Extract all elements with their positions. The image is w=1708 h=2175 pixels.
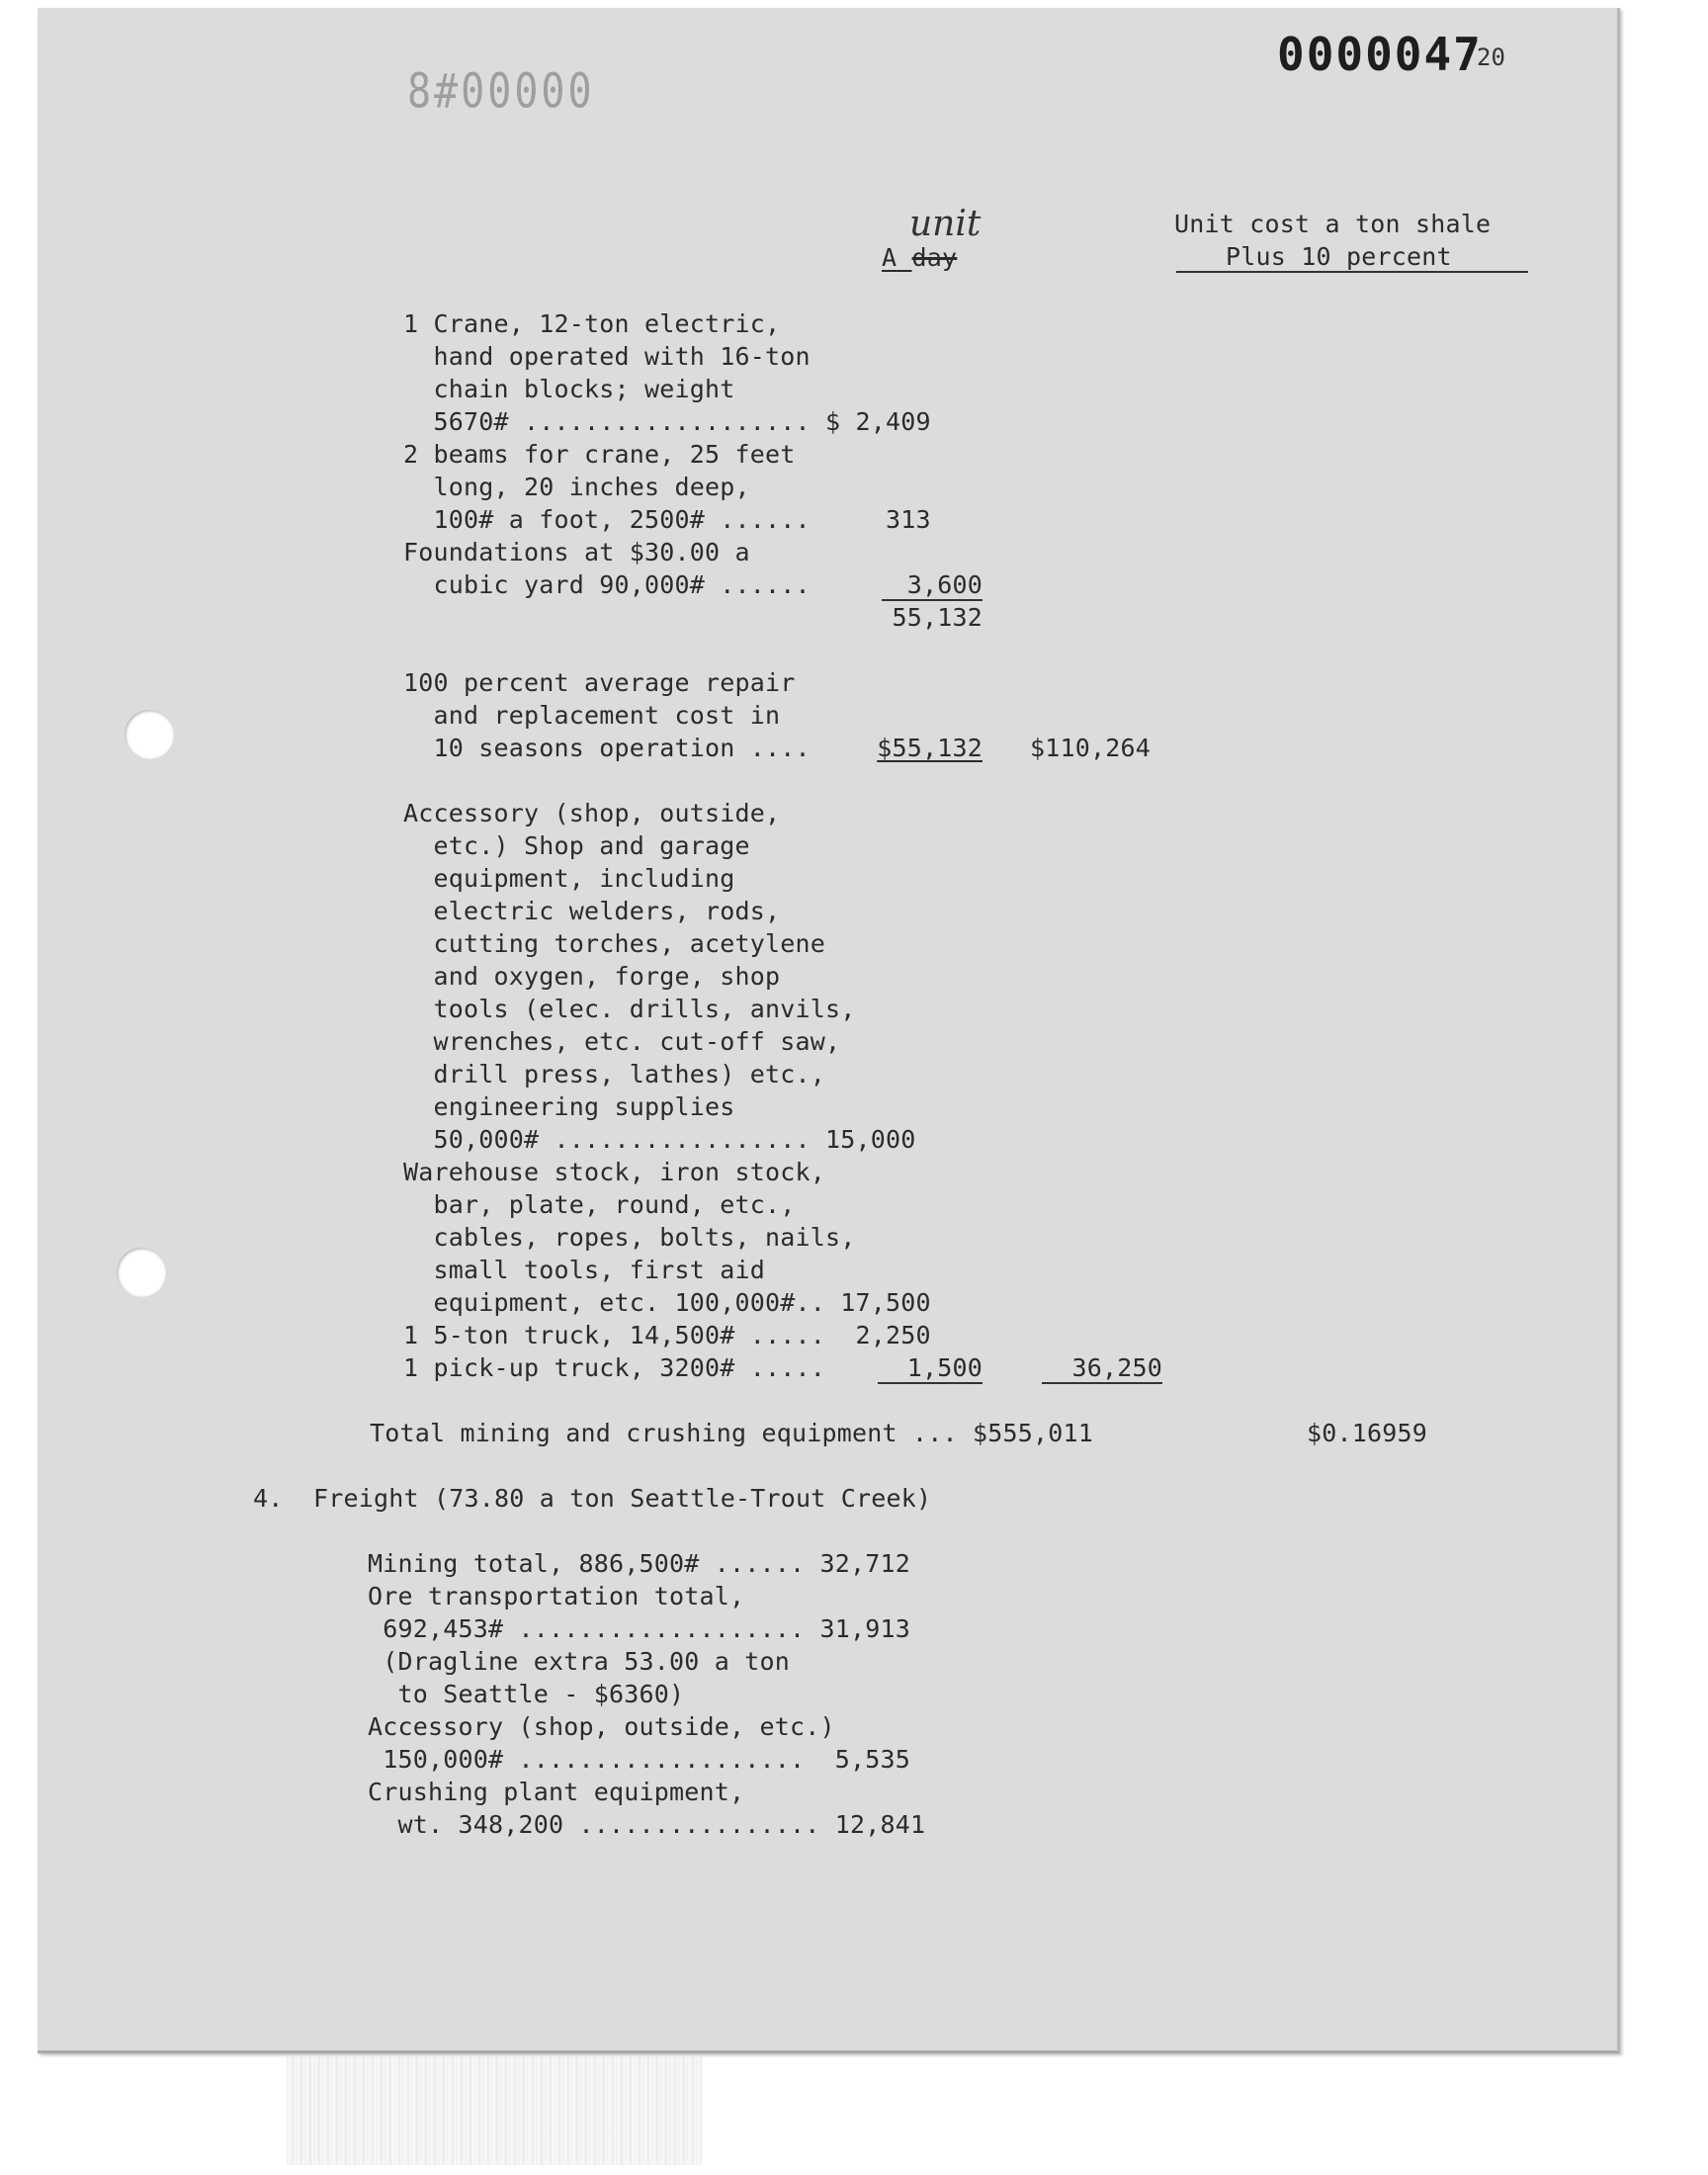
accessory-line: Accessory (shop, outside, bbox=[403, 799, 781, 827]
freight-line: Accessory (shop, outside, etc.) bbox=[368, 1712, 835, 1741]
repair-line: and replacement cost in bbox=[403, 701, 781, 730]
accessory-line: tools (elec. drills, anvils, bbox=[403, 995, 856, 1023]
freight-line: Crushing plant equipment, bbox=[368, 1778, 745, 1806]
item-line: long, 20 inches deep, bbox=[403, 473, 750, 501]
freight-line: Mining total, 886,500# ...... 32,712 bbox=[368, 1549, 911, 1578]
freight-line: wt. 348,200 ................ 12,841 bbox=[368, 1810, 926, 1839]
foundation-amount: 3,600 bbox=[906, 570, 982, 599]
freight-line: Ore transportation total, bbox=[368, 1582, 745, 1610]
column-header-unit bbox=[882, 241, 957, 274]
freight-heading: 4. Freight (73.80 a ton Seattle-Trout Creek) bbox=[253, 1484, 932, 1513]
accessory-line: cutting torches, acetylene bbox=[403, 929, 826, 958]
column-header-unit-cost-line2: Plus 10 percent bbox=[1226, 242, 1452, 271]
freight-line: 150,000# ................... 5,535 bbox=[368, 1745, 911, 1774]
repair-line: 10 seasons operation .... bbox=[403, 734, 811, 762]
grand-total-line: Total mining and crushing equipment ... $555,011 bbox=[370, 1419, 1094, 1447]
subtotal-amount: 55,132 bbox=[892, 603, 982, 632]
accessory-line: bar, plate, round, etc., bbox=[403, 1190, 796, 1219]
handwritten-correction: unit bbox=[909, 204, 982, 244]
item-line: 2 beams for crane, 25 feet bbox=[403, 440, 796, 469]
accessory-line: cables, ropes, bolts, nails, bbox=[403, 1223, 856, 1252]
page-suffix: 20 bbox=[1477, 44, 1505, 71]
accessory-line: 1 5-ton truck, 14,500# ..... 2,250 bbox=[403, 1321, 931, 1349]
accessory-line: engineering supplies bbox=[403, 1092, 735, 1121]
faint-number-stamp: 8#00000 bbox=[407, 64, 595, 120]
accessory-line: drill press, lathes) etc., bbox=[403, 1060, 826, 1088]
item-line: 100# a foot, 2500# ...... 313 bbox=[403, 505, 931, 534]
repair-line: 100 percent average repair bbox=[403, 668, 796, 697]
repair-amount-value: $55,132 bbox=[877, 734, 982, 762]
repair-amount bbox=[850, 732, 982, 764]
column-header-unit-cost-line1: Unit cost a ton shale bbox=[1174, 210, 1492, 238]
freight-line: 692,453# ................... 31,913 bbox=[368, 1614, 911, 1643]
header-underline bbox=[1176, 271, 1528, 273]
page-number-stamp: 0000047 bbox=[1277, 28, 1483, 81]
accessory-line: wrenches, etc. cut-off saw, bbox=[403, 1027, 841, 1056]
amount-rule bbox=[878, 1382, 982, 1384]
pickup-amount: 1,500 bbox=[906, 1353, 982, 1382]
total-rule bbox=[1042, 1382, 1162, 1384]
accessory-line: 50,000# ................. 15,000 bbox=[403, 1125, 916, 1154]
freight-line: to Seattle - $6360) bbox=[368, 1680, 685, 1708]
freight-line: (Dragline extra 53.00 a ton bbox=[368, 1647, 791, 1676]
accessory-line: and oxygen, forge, shop bbox=[403, 962, 781, 991]
item-line: 5670# ................... $ 2,409 bbox=[403, 407, 931, 436]
accessory-line: etc.) Shop and garage bbox=[403, 831, 750, 860]
accessory-total: 36,250 bbox=[1071, 1353, 1162, 1382]
punch-hole bbox=[125, 710, 174, 759]
scan-artifact-strip bbox=[287, 2056, 702, 2165]
item-line: 1 Crane, 12-ton electric, bbox=[403, 309, 781, 338]
grand-total-unit-cost: $0.16959 bbox=[1307, 1419, 1428, 1447]
accessory-line: Warehouse stock, iron stock, bbox=[403, 1158, 826, 1186]
accessory-line: equipment, including bbox=[403, 864, 735, 893]
accessory-line: small tools, first aid bbox=[403, 1256, 766, 1284]
item-line: chain blocks; weight bbox=[403, 375, 735, 403]
column-header-prefix: A bbox=[882, 243, 897, 272]
punch-hole bbox=[117, 1248, 166, 1297]
accessory-line: 1 pick-up truck, 3200# ..... bbox=[403, 1353, 826, 1382]
item-line: hand operated with 16-ton bbox=[403, 342, 811, 371]
repair-total: $110,264 bbox=[1030, 734, 1152, 762]
accessory-line: equipment, etc. 100,000#.. 17,500 bbox=[403, 1288, 931, 1317]
struck-word: day bbox=[911, 243, 958, 272]
accessory-line: electric welders, rods, bbox=[403, 897, 781, 925]
item-line: cubic yard 90,000# ...... bbox=[403, 570, 811, 599]
item-line: Foundations at $30.00 a bbox=[403, 538, 750, 566]
